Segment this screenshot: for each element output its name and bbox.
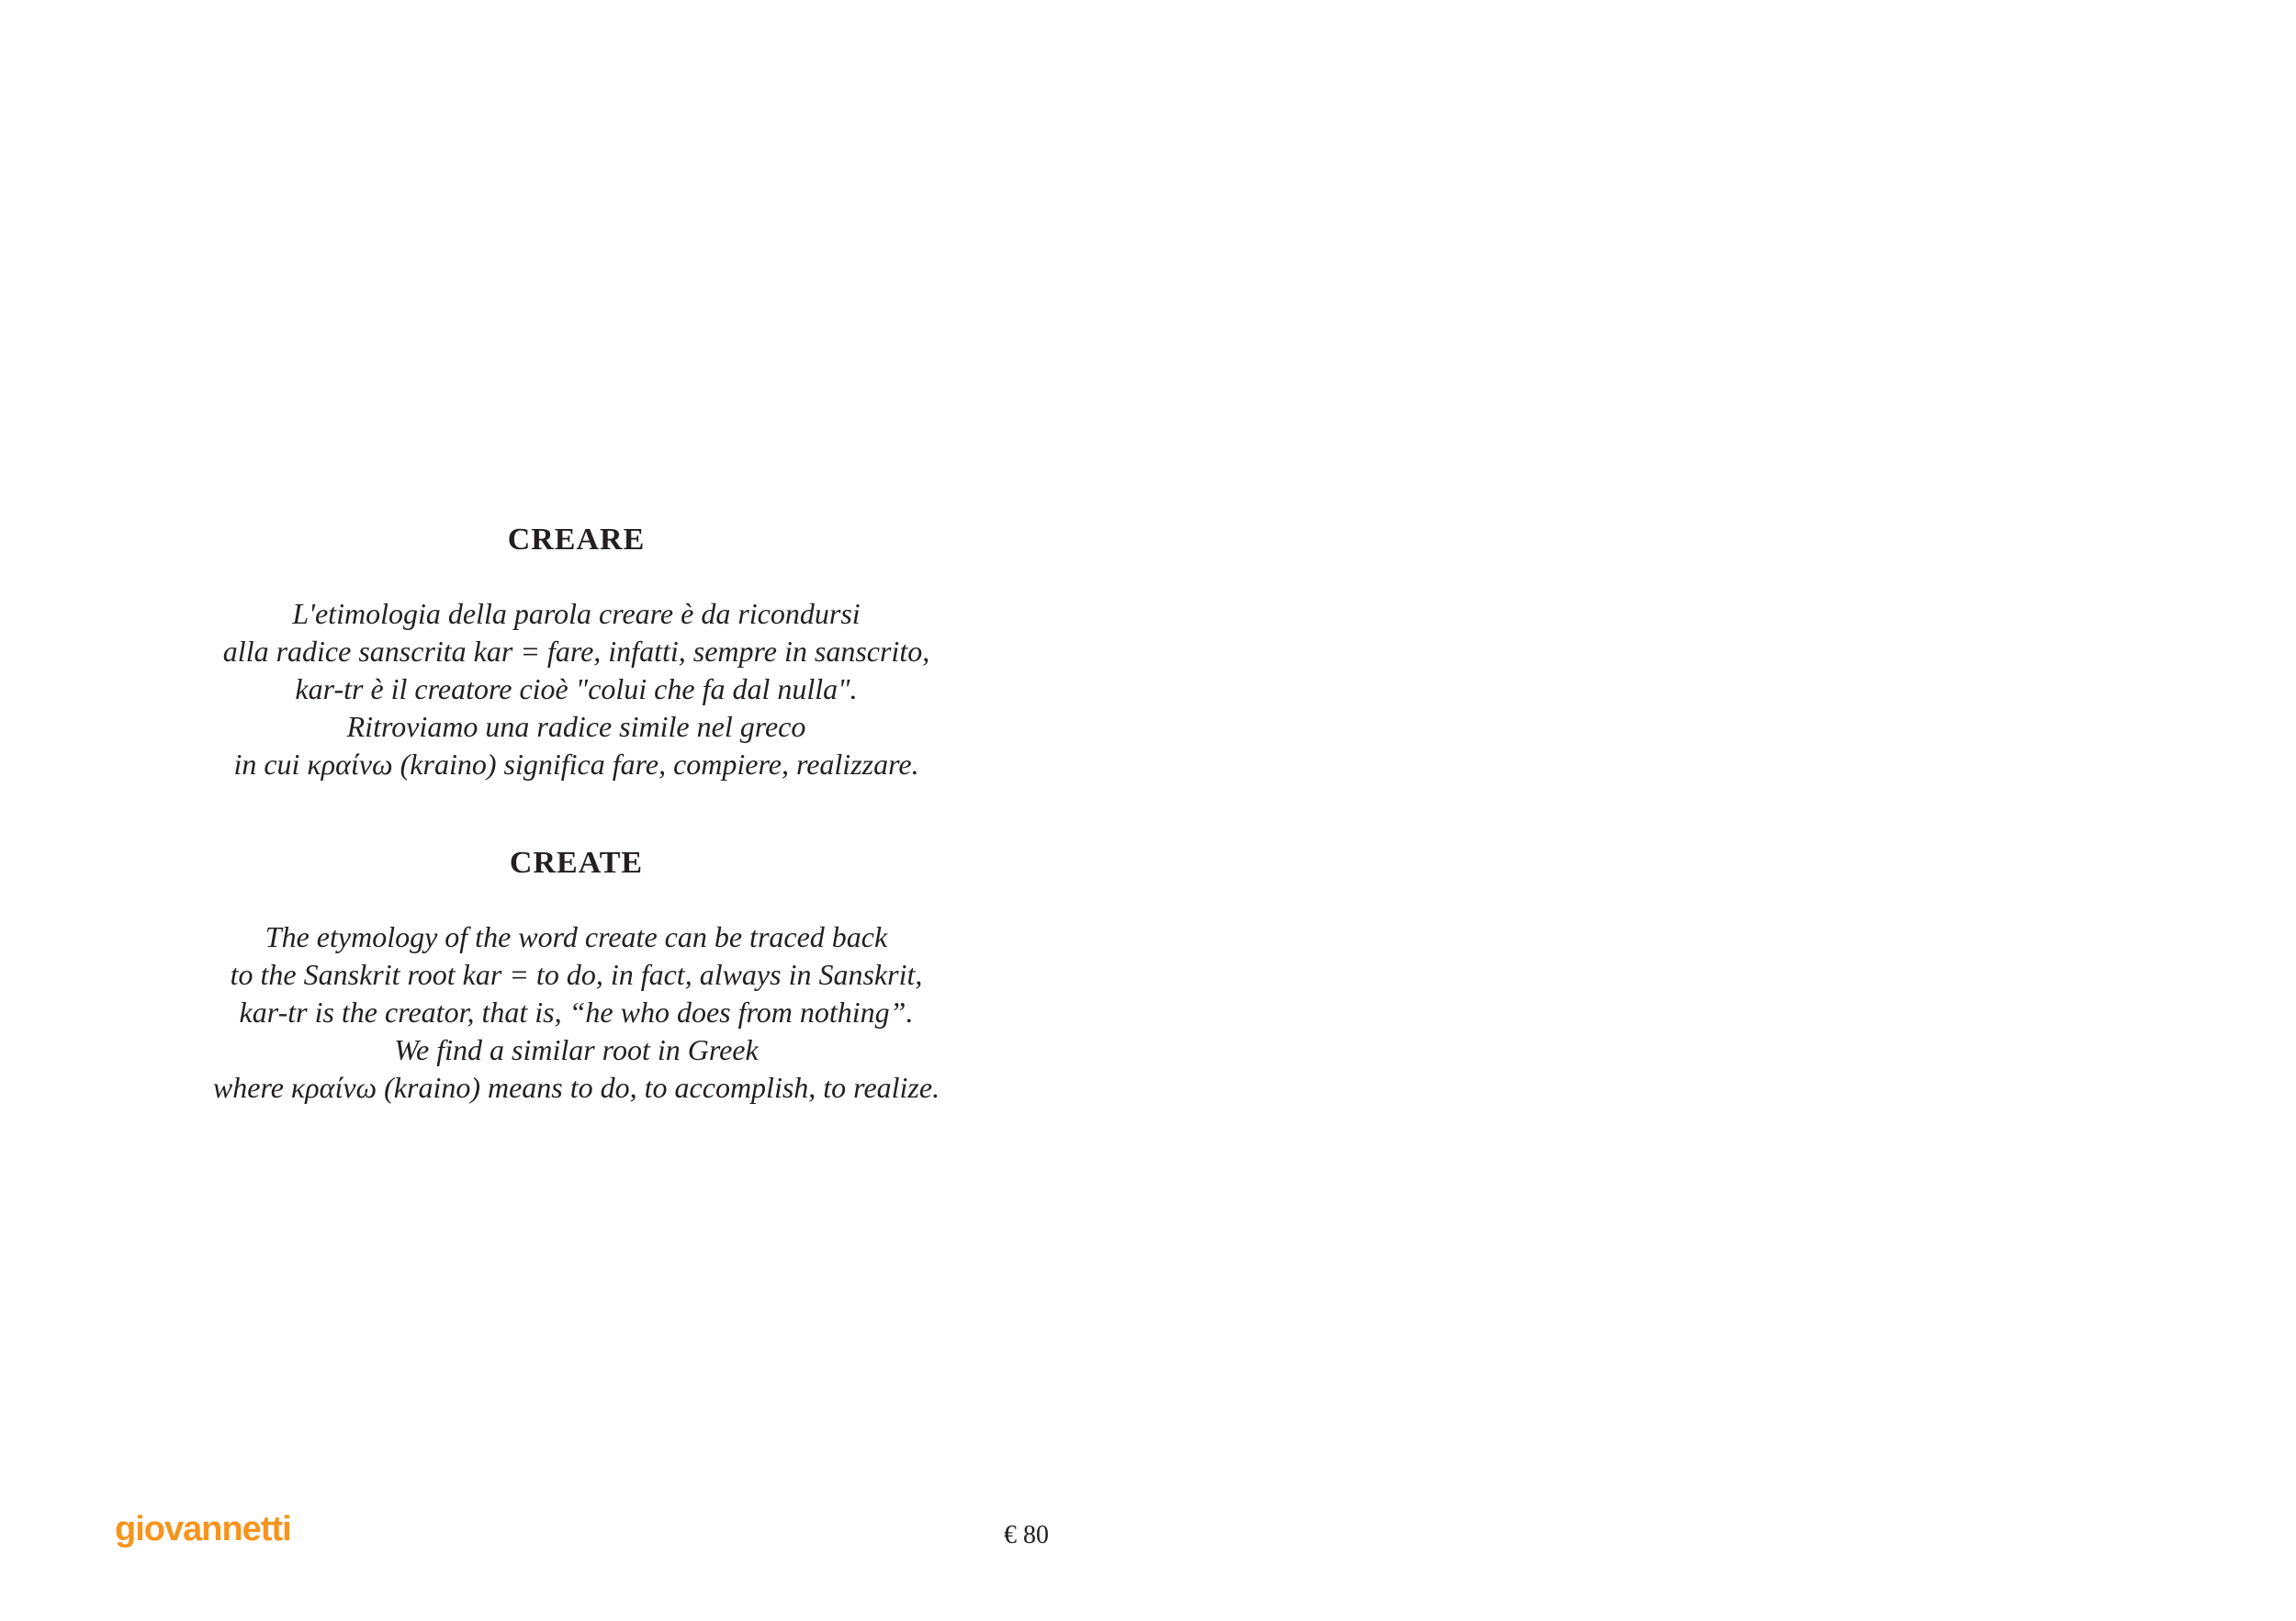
italian-paragraph xyxy=(0,595,1153,783)
english-heading: CREATE xyxy=(509,846,644,880)
english-line-3: kar-tr is the creator, that is, “he who does from nothing”. xyxy=(239,996,914,1029)
italian-line-3: kar-tr è il creatore cioè "colui che fa dal nulla". xyxy=(295,672,858,705)
italian-line-1: L'etimologia della parola creare è da ricondursi xyxy=(292,597,861,630)
english-line-4: We find a similar root in Greek xyxy=(394,1033,759,1066)
brand-logo: giovannetti xyxy=(115,1510,291,1548)
english-line-2: to the Sanskrit root kar = to do, in fact, always in Sanskrit, xyxy=(230,958,923,991)
italian-line-5: in cui κραίνω (kraino) significa fare, compiere, realizzare. xyxy=(233,748,919,781)
english-paragraph xyxy=(0,918,1153,1107)
italian-line-2: alla radice sanscrita kar = fare, infatti, sempre in sanscrito, xyxy=(222,635,930,668)
italian-heading: CREARE xyxy=(507,523,646,557)
english-line-5: where κραίνω (kraino) means to do, to accomplish, to realize. xyxy=(212,1071,940,1104)
italian-line-4: Ritroviamo una radice simile nel greco xyxy=(346,710,806,743)
price-label: € 80 xyxy=(1004,1521,1049,1549)
english-line-1: The etymology of the word create can be traced back xyxy=(264,920,888,953)
